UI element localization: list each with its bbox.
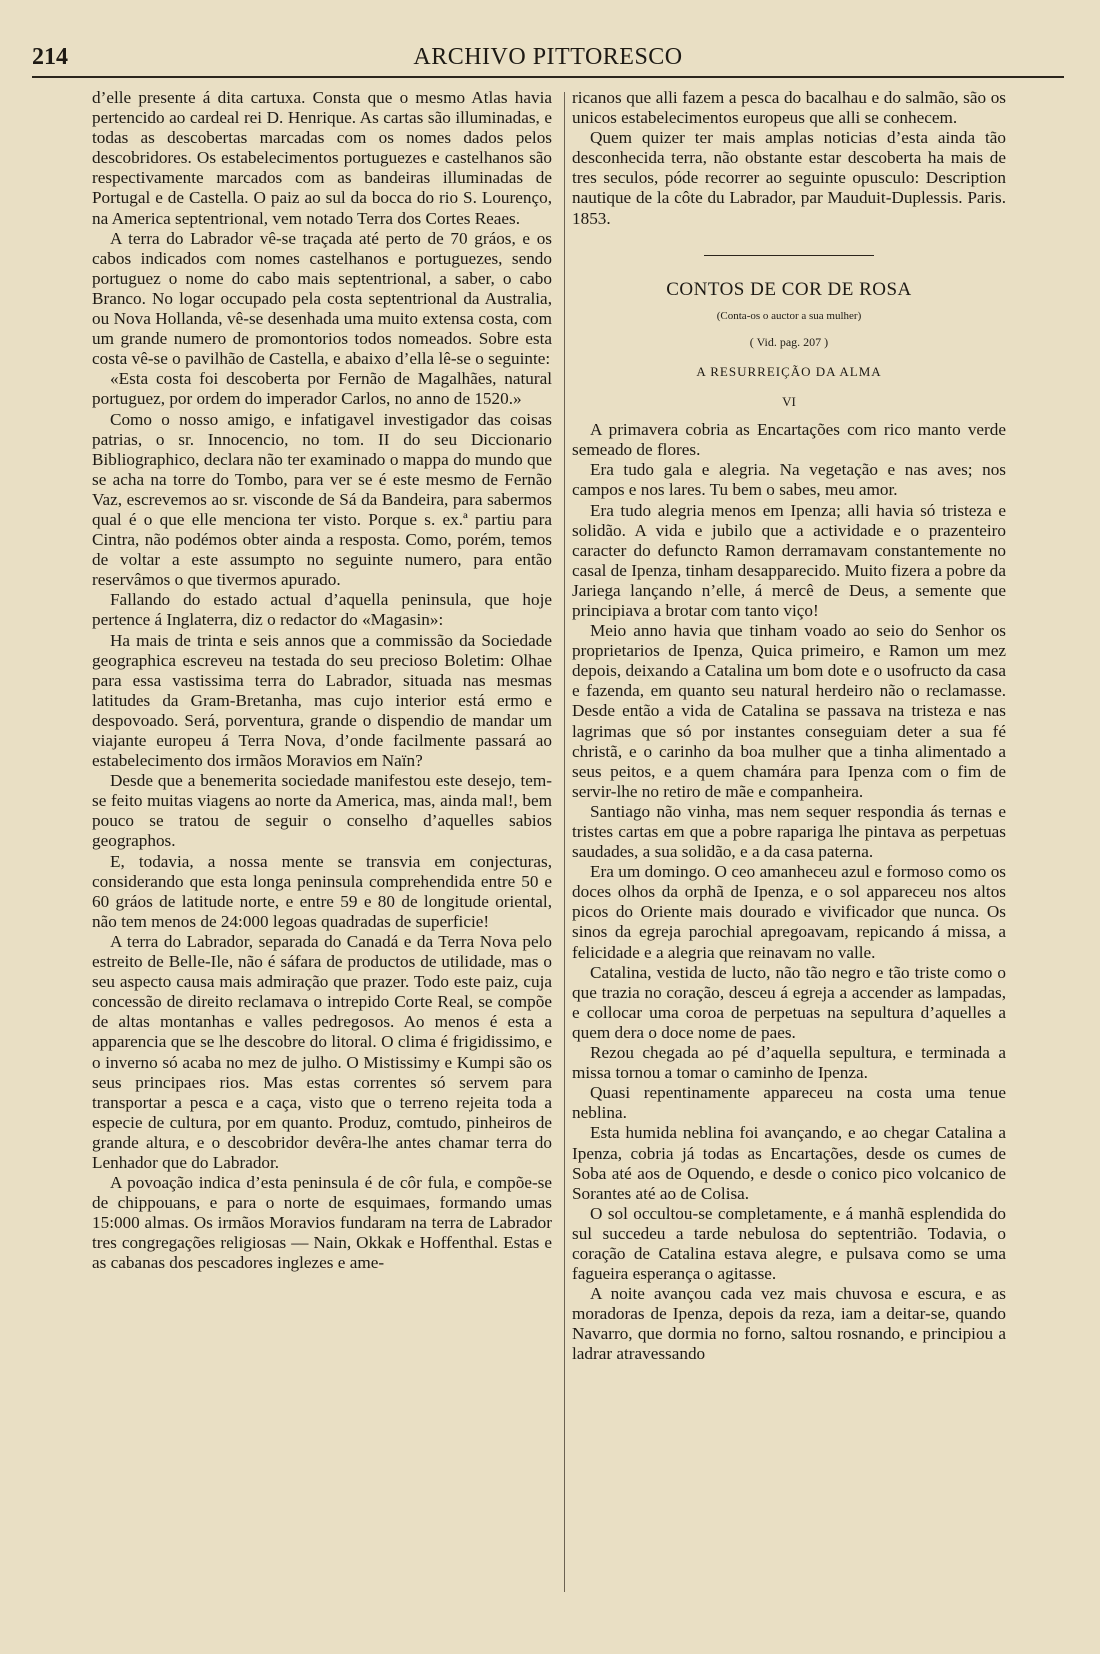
column-divider — [564, 92, 565, 1592]
paragraph: A terra do Labrador vê-se traçada até perto de 70 gráos, e os cabos indicados com nomes castelhanos e portuguezes, sendo portuguez o nome do cabo mais septentrional, a saber, o cabo Branco. No logar occupado pela costa septentrional da Australia, ou Nova Hollanda, vê-se desenhada uma muito extensa costa, com um grande numero de promontorios todos nomeados. Sobre esta costa vê-se o pavilhão de Castella, e abaixo d’ella lê-se o seguinte: — [92, 228, 552, 369]
header-rule — [32, 76, 1064, 78]
section-title: CONTOS DE COR DE ROSA — [666, 278, 912, 300]
page-number: 214 — [32, 44, 68, 70]
section-subtitle: (Conta-os o auctor a sua mulher) — [716, 309, 862, 322]
paragraph: d’elle presente á dita cartuxa. Consta que o mesmo Atlas havia pertencido ao cardeal rei D. Henrique. As cartas são illuminadas, e todas as descobertas marcadas com os nomes dados pelos descobridores. Os estabelecimentos portuguezes e castelhanos são respectivamente marcados com as bandeiras illuminadas de Portugal e de Castella. O paiz ao sul da bocca do rio S. Lourenço, na America septentrional, vem notado Terra dos Cortes Reaes. — [92, 88, 552, 228]
paragraph: Santiago não vinha, mas nem sequer respondia ás ternas e tristes cartas em que a pobre rapariga lhe pintava as perpetuas saudades, a sua solidão, e a da casa paterna. — [572, 801, 1006, 862]
paragraph: A terra do Labrador, separada do Canadá e da Terra Nova pelo estreito de Belle-Ile, não é sáfara de productos de utilidade, mas o seu aspecto causa mais admiração que prazer. Todo este paiz, cuja concessão de direito reclamava o intrepido Corte Real, se compõe de altas montanhas e valles pedregosos. Ao menos é esta a apparencia que se lhe descobre do litoral. O clima é frigidissimo, e o inverno só acaba no mez de julho. O Mistissimy e Kumpi são os seus principaes rios. Mas estas correntes só servem para transportar a pesca e a caça, visto que o terreno rejeita toda a especie de cultura, por em quanto. Produz, comtudo, pinheiros de grande altura, e o descobridor devêra-lhe antes chamar terra do Lenhador que do Labrador. — [92, 931, 552, 1172]
paragraph: Era tudo alegria menos em Ipenza; alli havia só tristeza e solidão. A vida e jubilo que a actividade e o prazenteiro caracter do defuncto Ramon derramavam constantemente no casal de Ipenza, tinham desapparecido. Muito fizera a pobre da Jariega lançando n’elle, á mercê de Deus, a semente que principiava a brotar com tanto viço! — [572, 500, 1006, 620]
paragraph: Meio anno havia que tinham voado ao seio do Senhor os proprietarios de Ipenza, Quica primeiro, e Ramon um mez depois, deixando a Catalina um bom dote e o usofructo da casa e fazenda, em quanto seu natural herdeiro não o reclamasse. Desde então a vida de Catalina se passava na tristeza e nas lagrimas que só por instantes conseguiam deter a sua fé christã, e o carinho da boa mulher que a tinha alimentado a seus peitos, e a quem chamára para Ipenza com o fim de servir-lhe no retiro de mãe e companheira. — [572, 621, 1006, 801]
paragraph: Desde que a benemerita sociedade manifestou este desejo, tem-se feito muitas viagens ao norte da America, mas, ainda mal!, bem pouco se tratou de seguir o conselho d’aquelles sabios geographos. — [92, 771, 552, 851]
running-title: ARCHIVO PITTORESCO — [413, 44, 683, 70]
paragraph: E, todavia, a nossa mente se transvia em conjecturas, considerando que esta longa peninsula comprehendida entre 50 e 60 gráos de latitude norte, e entre 59 e 80 de longitude oriental, não tem menos de 24:000 legoas quadradas de superficie! — [92, 851, 552, 931]
paragraph: «Esta costa foi descoberta por Fernão de Magalhães, natural portuguez, por ordem do imperador Carlos, no anno de 1520.» — [92, 369, 552, 409]
paragraph: Quasi repentinamente appareceu na costa uma tenue neblina. — [572, 1083, 1006, 1123]
paragraph: Quem quizer ter mais amplas noticias d’esta ainda tão desconhecida terra, não obstante estar descoberta ha mais de tres seculos, póde recorrer ao seguinte opusculo: Description nautique de la côte du Labrador, par Mauduit-Duplessis. Paris. 1853. — [572, 128, 1006, 228]
paragraph: Fallando do estado actual d’aquella peninsula, que hoje pertence á Inglaterra, diz o redactor do «Magasin»: — [92, 590, 552, 630]
paragraph: Catalina, vestida de lucto, não tão negro e tão triste como o que trazia no coração, desceu á egreja a accender as lampadas, e collocar uma coroa de perpetuas na sepultura d’aquelles a quem dera o doce nome de paes. — [572, 962, 1006, 1042]
paragraph: Era um domingo. O ceo amanheceu azul e formoso como os doces olhos da orphã de Ipenza, e o sol appareceu nos altos picos do Oriente mais dourado e vivificador que nunca. Os sinos da egreja parochial apregoavam, repicando á missa, a felicidade e a alegria que reinavam no valle. — [572, 862, 1006, 962]
paragraph: A povoação indica d’esta peninsula é de côr fula, e compõe-se de chippouans, e para o norte de esquimaes, formando umas 15:000 almas. Os irmãos Moravios fundaram na terra de Labrador tres congregações religiosas — Nain, Okkak e Hoffenthal. Estas e as cabanas dos pescadores inglezes e ame- — [92, 1173, 552, 1273]
section-separator — [704, 255, 874, 256]
paragraph: Rezou chegada ao pé d’aquella sepultura, e terminada a missa tornou a tomar o caminho de Ipenza. — [572, 1043, 1006, 1083]
paragraph: Ha mais de trinta e seis annos que a commissão da Sociedade geographica escreveu na testada do seu precioso Boletim: Olhae para essa vastissima terra do Labrador, situada nas mesmas latitudes da Gram-Bretanha, mas cujo interior está ermo e despovoado. Será, porventura, grande o dispendio de mandar um viajante europeu á Terra Nova, d’onde facilmente passará ao estabelecimento dos irmãos Moravios em Naïn? — [92, 630, 552, 771]
story-title: A RESURREIÇÃO DA ALMA — [696, 363, 882, 379]
paragraph: O sol occultou-se completamente, e á manhã esplendida do sul succedeu a tarde nebulosa do septentrião. Todavia, o coração de Catalina estava alegre, e pulsava como se uma fagueira esperança o agitasse. — [572, 1203, 1006, 1284]
paragraph: A primavera cobria as Encartações com rico manto verde semeado de flores. — [572, 420, 1006, 460]
chapter-number: VI — [782, 394, 796, 410]
section-reference: ( Vid. pag. 207 ) — [749, 334, 829, 349]
paragraph: Como o nosso amigo, e infatigavel investigador das coisas patrias, o sr. Innocencio, no tom. II do seu Diccionario Bibliographico, declara não ter examinado o mappa do mundo que se acha na torre do Tombo, para ver se é este mesmo de Fernão Vaz, escrevemos ao sr. visconde de Sá da Bandeira, para sabermos qual é o que elle menciona ter visto. Porque s. ex.ª partiu para Cintra, não podémos obter ainda a resposta. Como, porém, temos de voltar a este assumpto no seguinte numero, para então reservâmos o que tivermos apurado. — [92, 409, 552, 590]
paragraph: Era tudo gala e alegria. Na vegetação e nas aves; nos campos e nos lares. Tu bem o sabes, meu amor. — [572, 460, 1006, 500]
right-column — [572, 88, 1006, 1588]
page-header — [32, 44, 1064, 74]
paragraph: Esta humida neblina foi avançando, e ao chegar Catalina a Ipenza, cobria já todas as Encartações, desde os cumes de Soba até aos de Oquendo, e desde o conico pico volcanico de Sorantes até ao de Colisa. — [572, 1123, 1006, 1203]
story-body — [572, 420, 1006, 1364]
paragraph: ricanos que alli fazem a pesca do bacalhau e do salmão, são os unicos estabelecimentos europeus que alli se conhecem. — [572, 88, 1006, 128]
right-column-intro — [572, 88, 1006, 229]
left-column — [92, 88, 552, 1588]
paragraph: A noite avançou cada vez mais chuvosa e escura, e as moradoras de Ipenza, depois da reza, iam a deitar-se, quando Navarro, que dormia no forno, saltou rosnando, e principiou a ladrar atravessando — [572, 1284, 1006, 1364]
